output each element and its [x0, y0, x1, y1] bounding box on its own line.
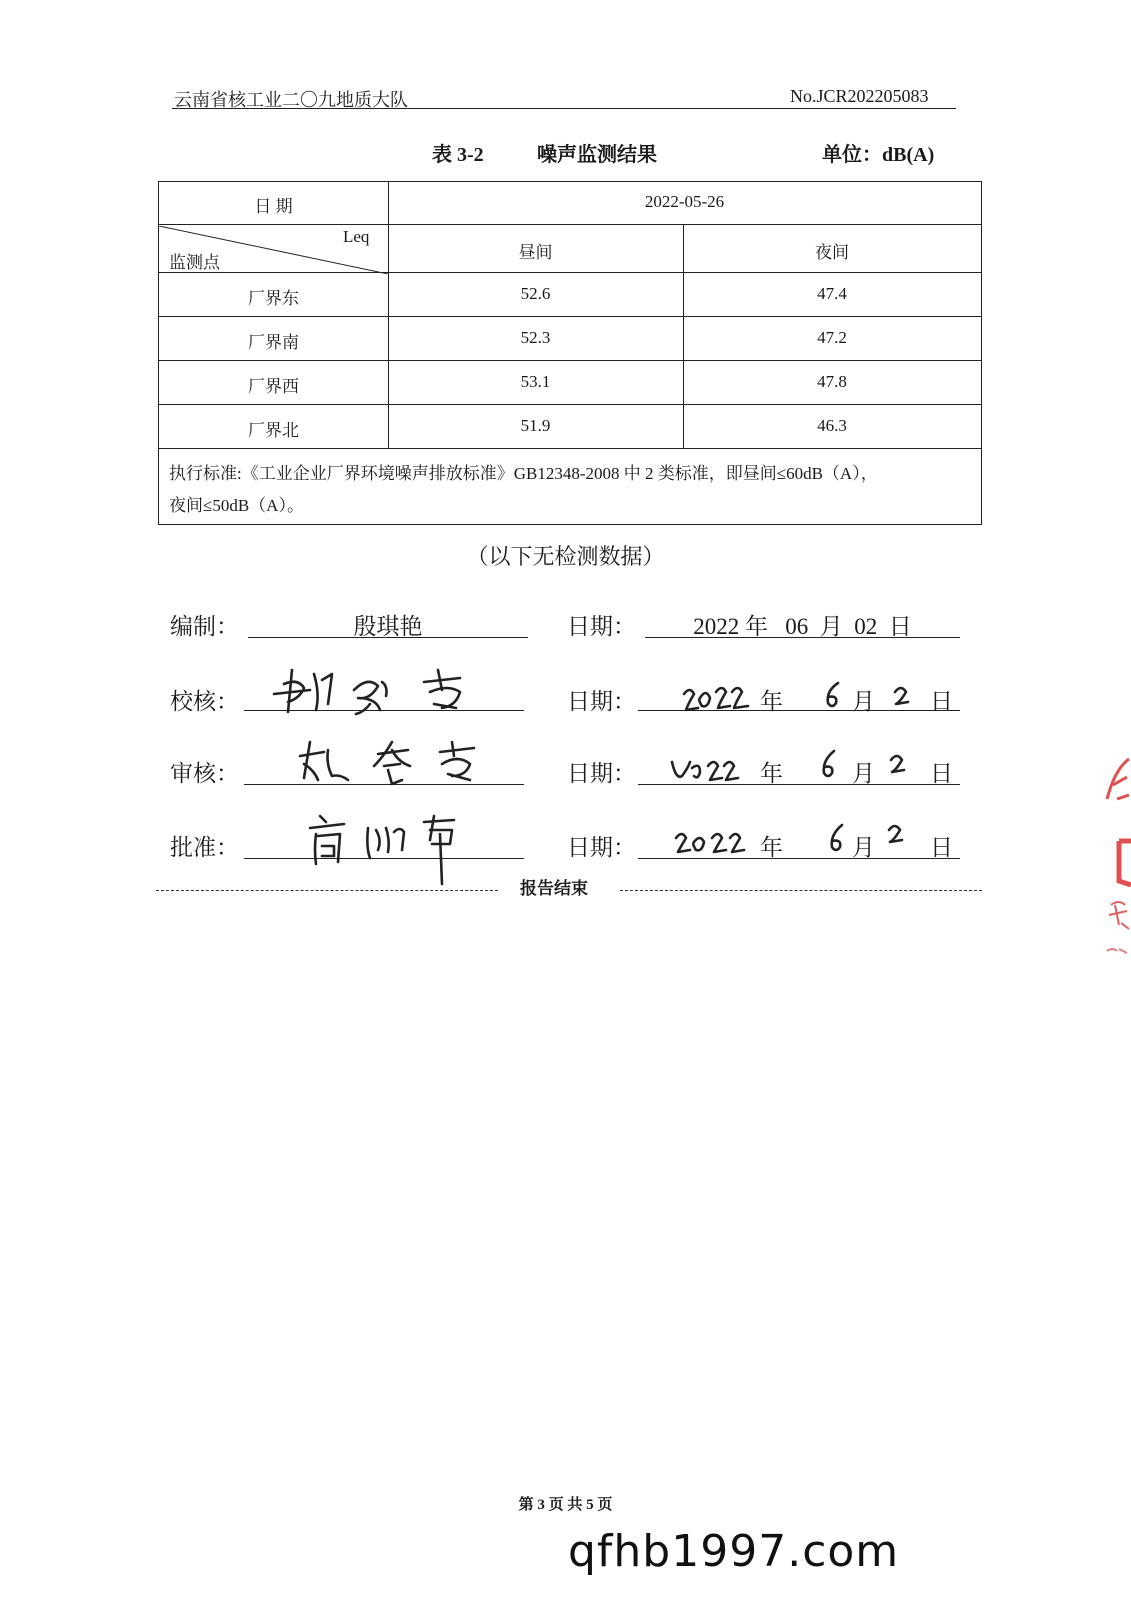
header-rule [172, 108, 956, 109]
approve-date-underline [638, 858, 960, 859]
approve-date-year-handwritten [672, 830, 756, 858]
row-day-value: 53.1 [520, 372, 551, 391]
compile-date: 2022 年 06 月 02 日 [693, 614, 912, 639]
compile-label: 编制： [170, 614, 239, 639]
col-night: 夜间 [815, 243, 849, 262]
end-dash-left [156, 890, 498, 891]
report-number: No.JCR202205083 [790, 86, 929, 106]
check-date-label: 日期： [567, 689, 636, 714]
row-night-value: 47.2 [817, 328, 847, 347]
row-night-value: 46.3 [817, 416, 847, 435]
check-date-year-handwritten [680, 682, 760, 712]
review-date-month-char: 月 [852, 761, 875, 786]
site-watermark: qfhb1997.com [568, 1526, 900, 1577]
noise-results-table [158, 181, 982, 525]
row-day-value: 51.9 [520, 416, 551, 435]
table-rule [159, 224, 981, 225]
date-label: 日 期 [254, 197, 293, 216]
approve-date-year-char: 年 [760, 835, 783, 860]
review-date-label: 日期： [567, 761, 636, 786]
table-title: 噪声监测结果 [537, 144, 657, 166]
leq-label: Leq [343, 227, 370, 246]
approve-signature [306, 808, 476, 892]
table-rule [159, 360, 981, 361]
compile-name: 殷琪艳 [353, 614, 423, 639]
row-point: 厂界西 [248, 377, 299, 396]
row-day-value: 52.3 [520, 328, 551, 347]
standard-note-line2: 夜间≤50dB（A）。 [169, 496, 304, 515]
row-day-value: 52.6 [520, 284, 551, 303]
date-value: 2022-05-26 [644, 192, 725, 211]
row-point: 厂界南 [248, 333, 299, 352]
approve-date-day-handwritten [886, 822, 906, 846]
review-date-year-char: 年 [760, 761, 783, 786]
row-night-value: 47.8 [817, 372, 847, 391]
review-signature [292, 732, 492, 790]
review-date-underline [638, 784, 960, 785]
approve-date-month-handwritten [826, 822, 848, 854]
review-label: 审核： [170, 761, 239, 786]
row-point: 厂界东 [248, 289, 299, 308]
table-rule [159, 404, 981, 405]
no-more-data-note: （以下无检测数据） [466, 544, 665, 569]
org-name: 云南省核工业二〇九地质大队 [174, 90, 408, 110]
seal-stamp [1097, 755, 1131, 975]
table-number: 表 3-2 [432, 144, 484, 166]
check-signature [262, 660, 492, 720]
row-night-value: 47.4 [817, 284, 847, 303]
check-date-year-char: 年 [760, 689, 783, 714]
review-date-year-handwritten [668, 758, 748, 784]
table-rule [159, 316, 981, 317]
check-date-day-handwritten [892, 684, 912, 708]
table-col-rule [388, 182, 389, 448]
page-footer: 第 3 页 共 5 页 [518, 1497, 613, 1513]
approve-date-day-char: 日 [930, 835, 953, 860]
check-date-month-char: 月 [852, 689, 875, 714]
check-label: 校核： [170, 689, 239, 714]
review-date-month-handwritten [818, 748, 840, 780]
review-date-day-handwritten [888, 752, 908, 776]
end-dash-right [620, 890, 982, 891]
check-date-day-char: 日 [930, 689, 953, 714]
monitor-point-label: 监测点 [169, 253, 220, 272]
report-end: 报告结束 [520, 879, 588, 898]
approve-label: 批准： [170, 835, 239, 860]
col-day: 昼间 [518, 243, 553, 262]
standard-note-line1: 执行标准:《工业企业厂界环境噪声排放标准》GB12348-2008 中 2 类标准，即昼间≤60dB（A）， [169, 464, 878, 483]
review-date-day-char: 日 [930, 761, 953, 786]
table-unit: 单位：dB(A) [822, 144, 935, 166]
approve-date-month-char: 月 [852, 835, 875, 860]
row-point: 厂界北 [248, 421, 299, 440]
approve-date-label: 日期： [567, 835, 636, 860]
table-rule [159, 448, 981, 449]
check-date-month-handwritten [822, 680, 844, 710]
compile-date-label: 日期： [567, 614, 636, 639]
